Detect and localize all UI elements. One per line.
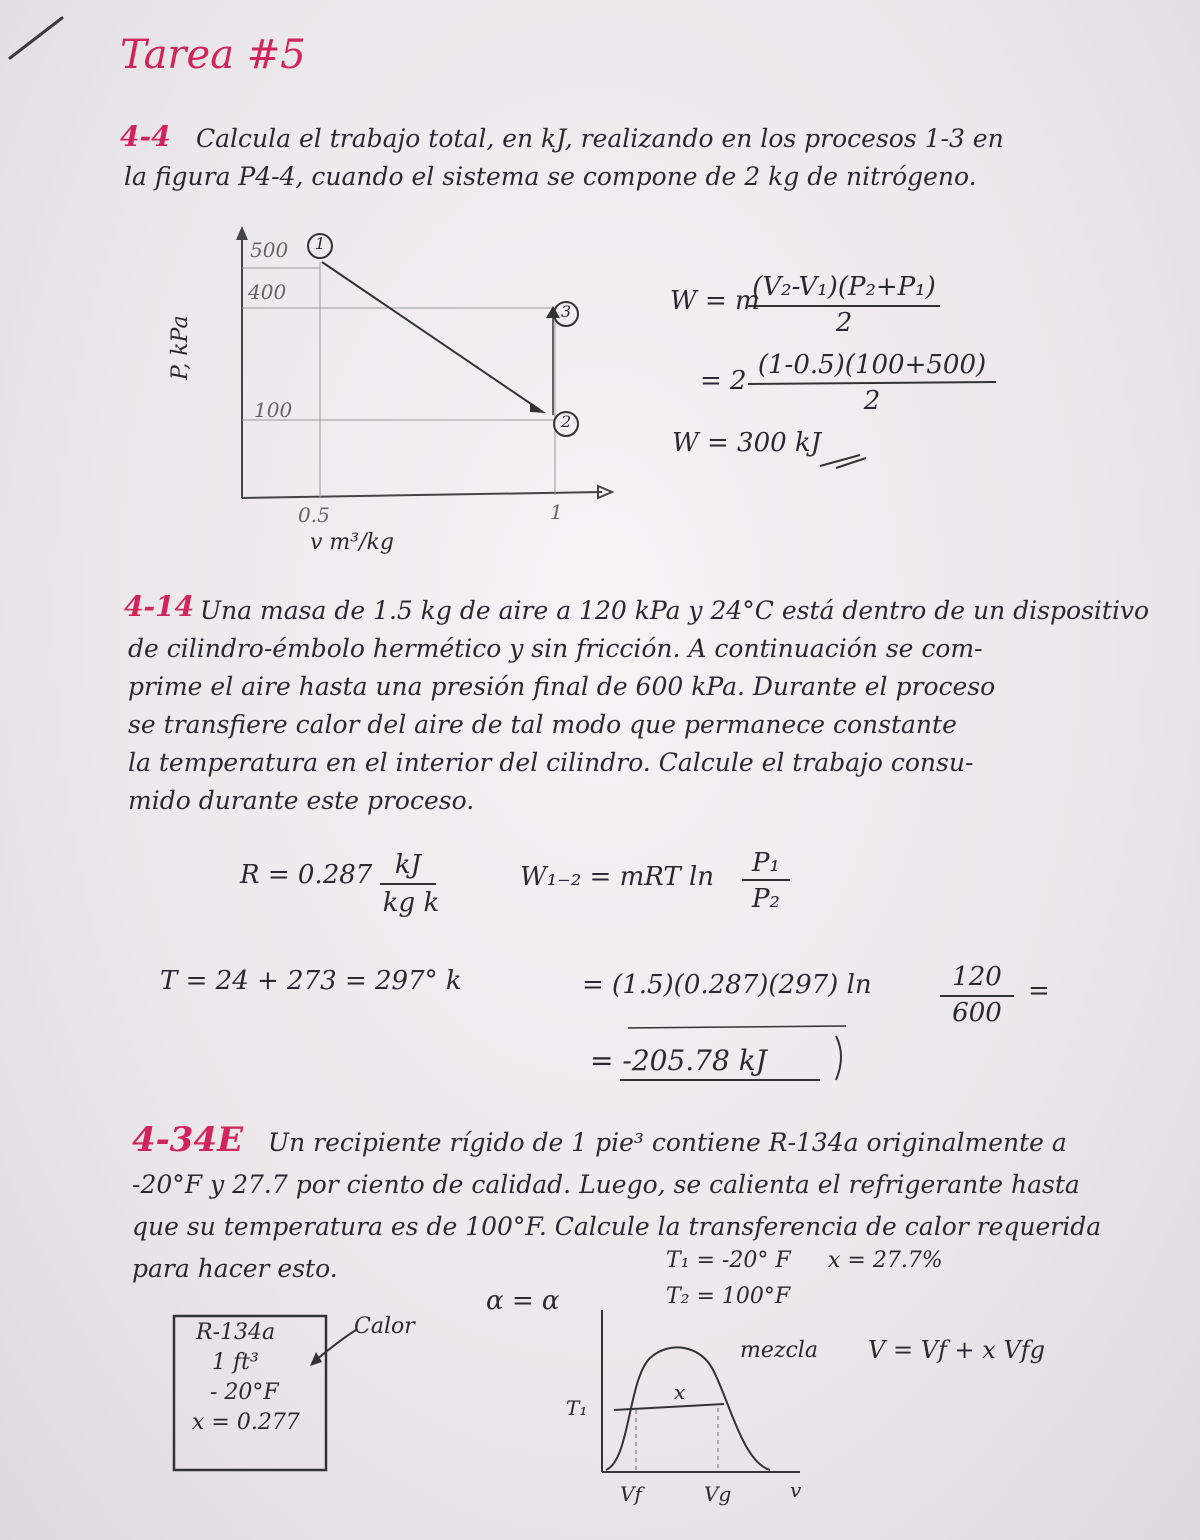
problem-number-4-14: 4-14 [124,590,195,623]
problem-text-line: de cilindro-émbolo hermético y sin fricción. A continuación se com- [128,634,983,663]
specific-volume-equation: V = Vf + x Vfg [868,1336,1046,1364]
tick-0-5: 0.5 [298,503,330,527]
tick-500: 500 [250,238,289,262]
work-result: W = 300 kJ [672,428,822,458]
dome-vf-label: Vf [620,1482,642,1506]
work-formula-numerator: (V₂-V₁)(P₂+P₁) [752,272,936,302]
gas-constant-numerator: kJ [394,850,422,880]
tank-temperature: - 20°F [210,1380,279,1405]
dome-quality-label: x [674,1380,686,1404]
state-label-1: 1 [315,234,326,253]
initial-quality: x = 27.7% [828,1248,943,1273]
work-calculation-denominator: 600 [952,998,1002,1028]
x-axis-label: v m³/kg [310,530,394,555]
final-temperature: T₂ = 100°F [666,1284,791,1309]
problem-text-line: la figura P4-4, cuando el sistema se compone de 2 kg de nitrógeno. [124,162,977,191]
work-result-4-14: = -205.78 kJ [590,1044,767,1077]
dome-v-axis-label: v [790,1478,802,1502]
work-calculation: = (1.5)(0.287)(297) ln [582,970,872,1000]
problem-text-line: -20°F y 27.7 por ciento de calidad. Luego, se calienta el refrigerante hasta [132,1170,1080,1199]
problem-text-line: Un recipiente rígido de 1 pie³ contiene R-134a originalmente a [268,1128,1067,1157]
work-formula-denominator: 2 [835,308,853,338]
temperature-conversion: T = 24 + 273 = 297° k [160,966,462,996]
tick-1: 1 [550,500,563,524]
work-calculation-numerator: 120 [952,962,1002,992]
problem-number-4-4: 4-4 [120,120,171,153]
work-calculation-equals: = [1028,976,1050,1006]
tank-quality: x = 0.277 [192,1410,300,1435]
work-isothermal-numerator: P₁ [752,848,780,878]
problem-text-line: mido durante este proceso. [128,786,475,815]
problem-text-line: prime el aire hasta una presión final de 600 kPa. Durante el proceso [128,672,996,701]
initial-temperature: T₁ = -20° F [666,1248,791,1273]
work-substitution-denominator: 2 [863,386,881,416]
y-axis-label: P, kPa [168,315,193,380]
problem-text-line: Calcula el trabajo total, en kJ, realizando en los procesos 1-3 en [196,124,1004,153]
state-label-2: 2 [561,412,572,431]
problem-text-line: para hacer esto. [132,1254,338,1283]
page-title: Tarea #5 [120,32,306,78]
tick-400: 400 [248,280,287,304]
gas-constant-label: R = 0.287 [240,860,373,890]
problem-text-line: se transfiere calor del aire de tal modo que permanece constante [128,710,957,739]
problem-number-4-34E: 4-34E [132,1120,243,1160]
heat-arrow-line [316,1330,356,1360]
work-isothermal-formula: W₁₋₂ = mRT ln [520,862,715,892]
problem-text-line: que su temperatura es de 100°F. Calcule la transferencia de calor requerida [132,1212,1102,1241]
problem-text-line: la temperatura en el interior del cilindro. Calcule el trabajo consu- [128,748,974,777]
gas-constant-denominator: kg k [382,888,440,918]
mixture-label: mezcla [740,1338,818,1363]
dome-vg-label: Vg [704,1482,732,1506]
tick-100: 100 [254,398,293,422]
constant-property: α = α [486,1286,560,1316]
tank-volume: 1 ft³ [212,1350,259,1375]
work-formula-label: W = m [670,286,760,316]
work-substitution-prefix: = 2 [700,366,747,396]
tank-fluid: R-134a [196,1320,276,1345]
work-isothermal-denominator: P₂ [752,884,780,914]
state-label-3: 3 [561,302,572,321]
heat-label: Calor [354,1314,415,1339]
work-substitution-numerator: (1-0.5)(100+500) [757,350,987,380]
dome-T1-label: T₁ [566,1396,588,1420]
heat-arrow-head [310,1352,322,1366]
problem-text-line: Una masa de 1.5 kg de aire a 120 kPa y 24°C está dentro de un dispositivo [200,596,1150,625]
